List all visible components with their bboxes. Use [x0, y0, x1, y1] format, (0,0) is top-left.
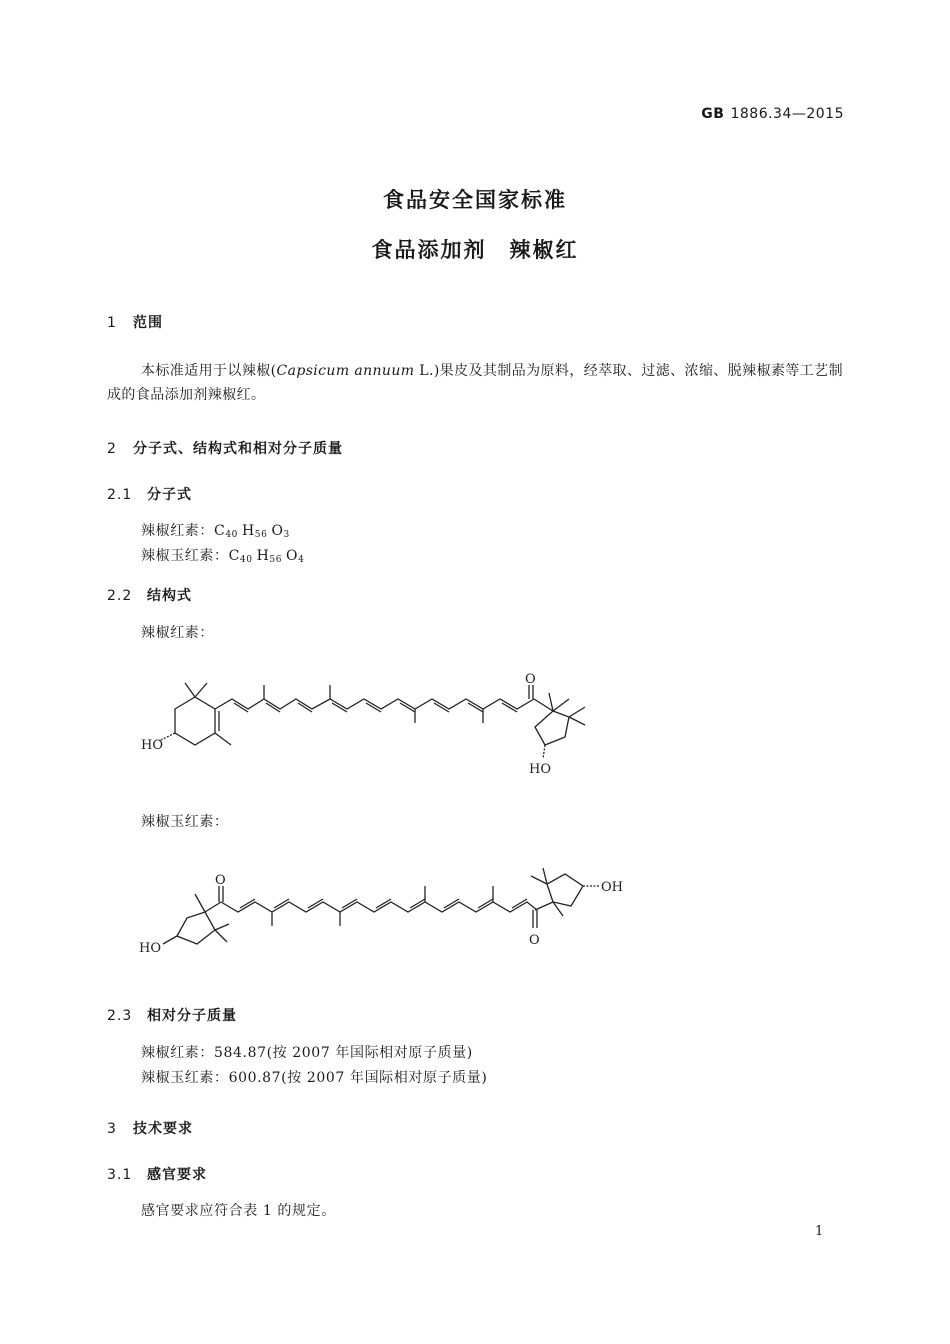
formula-capsanthin: 辣椒红素：$C_{40}$ $H_{56}$ $O_3$: [141, 523, 290, 540]
section-3-1-heading: 3.1 感官要求: [107, 1167, 207, 1183]
svg-text:O: O: [525, 672, 536, 687]
capsorubin-structure: [135, 860, 635, 970]
svg-text:HO: HO: [141, 738, 163, 753]
capsanthin-structure: [135, 665, 605, 785]
section-title: 范围: [133, 315, 163, 331]
svg-text:HO: HO: [139, 941, 161, 956]
section-2-3-heading: 2.3 相对分子质量: [107, 1008, 237, 1024]
structure-1-label: 辣椒红素：: [141, 625, 214, 641]
section-2-1-heading: 2.1 分子式: [107, 487, 192, 503]
sensory-requirements-text: 感官要求应符合表 1 的规定。: [141, 1203, 336, 1219]
latin-species-name: Capsicum annuum: [276, 363, 415, 379]
svg-text:O: O: [215, 873, 226, 888]
section-2-heading: 2 分子式、结构式和相对分子质量: [107, 441, 343, 457]
section-number: 1: [107, 315, 117, 331]
mass-capsorubin: 辣椒玉红素：600.87(按 2007 年国际相对原子质量): [141, 1070, 488, 1086]
scope-paragraph: 本标准适用于以辣椒(Capsicum annuum L.)果皮及其制品为原料，经萃取、过滤、浓缩、脱辣椒素等工艺制成的食品添加剂辣椒红。: [107, 363, 843, 403]
document-subtitle: 食品添加剂 辣椒红: [371, 238, 579, 262]
section-2-2-heading: 2.2 结构式: [107, 588, 192, 604]
page-number: 1: [815, 1224, 824, 1239]
structure-2-label: 辣椒玉红素：: [141, 814, 229, 830]
standard-prefix: GB: [701, 106, 725, 122]
section-1-heading: [107, 312, 163, 332]
document-title: 食品安全国家标准: [383, 188, 567, 212]
mass-capsanthin: 辣椒红素：584.87(按 2007 年国际相对原子质量): [141, 1045, 473, 1061]
section-3-heading: 3 技术要求: [107, 1121, 193, 1137]
svg-text:O: O: [529, 933, 540, 948]
standard-number: 1886.34—2015: [730, 106, 844, 122]
formula-capsorubin: 辣椒玉红素：$C_{40}$ $H_{56}$ $O_4$: [141, 548, 305, 565]
svg-text:HO: HO: [529, 762, 551, 777]
standard-code: [701, 106, 844, 122]
svg-text:OH: OH: [601, 880, 623, 895]
